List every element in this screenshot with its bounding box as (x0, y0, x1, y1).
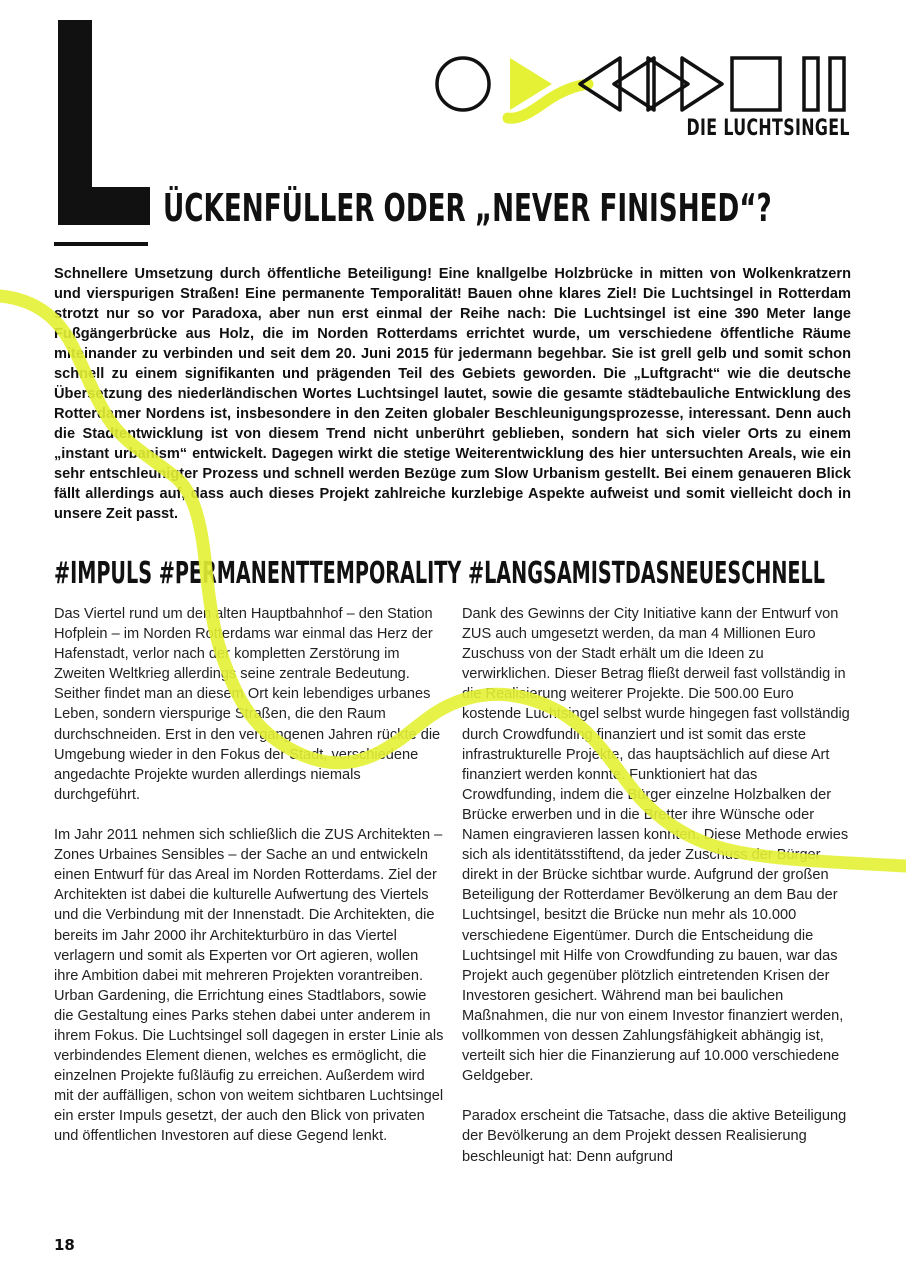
body-paragraph: Das Viertel rund um den alten Hauptbahnhof – den Station Hofplein – im Norden Rotterdams war einmal das Herz der Hafenstadt, verlor nach der kompletten Zerstörung im Zweiten Weltkrieg allerdings seine zentrale Bedeutung. Seither findet man an diesem Ort kein lebendiges urbanes Leben, sondern vierspurige Straßen, die den Raum durchschneiden. Erst in den vergangenen Jahren rückte die Umgebung wieder in den Fokus der Stadt, verschiedene angedachte Projekte wurden allerdings niemals durchgeführt. (54, 606, 441, 803)
fast-forward-icon (648, 58, 722, 110)
icon-highlight (508, 84, 588, 118)
body-column-right (462, 604, 854, 1187)
pause-icon (804, 58, 844, 110)
body-paragraph: Paradox erscheint die Tatsache, dass die aktive Beteiligung der Bevölkerung an dem Projekt dessen Realisierung beschleunigt hat: Denn aufgrund (462, 1108, 847, 1165)
body-paragraph: Im Jahr 2011 nehmen sich schließlich die ZUS Architekten – Zones Urbaines Sensibles – der Sache an und entwickeln einen Entwurf für das Areal im Norden Rotterdams. Ziel der Architekten ist dabei die kulturelle Aufwertung des Viertels und die Verbindung mit der Innenstadt. Die Architekten, die bereits im Jahr 2000 ihr Architekturbüro in das Viertel verlagern und somit als Experten vor Ort agieren, wollen ihre Ambition dabei mit mehreren Projekten vorantreiben. Urban Gardening, die Errichtung eines Stadtlabors, sowie die Gestaltung eines Parks stehen dabei unter anderem in ihrem Fokus. Die Luchtsingel soll dagegen in erster Linie als verbindendes Element dienen, welches es ermöglicht, die einzelnen Projekte fußläufig zu erreichen. Außerdem wird mit der auffälligen, schon von weitem sichtbaren Luchtsingel ein erster Impuls gesetzt, der auch den Blick von privaten und öffentlichen Investoren auf diese Gegend lenkt. (54, 827, 444, 1145)
body-paragraph: Dank des Gewinns der City Initiative kann der Entwurf von ZUS auch umgesetzt werden, da man 4 Millionen Euro Zuschuss von der Stadt erhält um die Ideen zu verwirklichen. Dieser Betrag fließt derweil fast vollständig in die Realisierung weiterer Projekte. Die 500.00 Euro kostende Luchtsingel selbst wurde hingegen fast vollständig durch Crowdfunding finanziert und ist somit das erste infrastrukturelle Projekte, das hauptsächlich auf diese Art finanziert werden konnte. Funktioniert hat das Crowdfunding, indem die Bürger einzelne Holzbalken der Brücke erwerben und in die Bretter ihre Wünsche oder Namen eingravieren lassen konnten. Diese Methode erwies sich als identitätsstiftend, da jeder Zuschuss der Bürger direkt in der Brücke sichtbar wurde. Aufgrund der großen Beteiligung der Rotterdamer Bevölkerung an dem Bau der Luchtsingel, besitzt die Brücke nun mehr als 10.000 verschiedene Eigentümer. Durch die Entscheidung die Luchtsingel mit Hilfe von Crowdfunding zu bauen, war das Projekt auch gegenüber plötzlich eintretenden Krisen der Investoren gesichert. Während man bei baulichen Maßnahmen, die nur von einem Investor finanziert werden, vollkommen von dessen Zahlungsfähigkeit abhängig ist, verteilt sich hier die Finanzierung auf 10.000 verschiedene Geldgeber. (462, 606, 850, 1085)
record-icon (437, 58, 489, 110)
play-icon (510, 58, 552, 110)
lead-paragraph: Schnellere Umsetzung durch öffentliche Beteiligung! Eine knallgelbe Holzbrücke in mitten von Wolkenkratzern und vierspurigen Straßen! Eine permanente Temporalität! Bauen ohne klares Ziel! Die Luchtsingel in Rotterdam strotzt nur so vor Paradoxa, aber nun erst einmal der Reihe nach: Die Luchtsingel ist eine 390 Meter lange Fußgängerbrücke aus Holz, die im Norden Rotterdams errichtet wurde, um verschiedene öffentliche Räume miteinander zu verbinden und seit dem 20. Juni 2015 für jedermann begehbar. Sie ist grell gelb und somit schon schnell zu einem signifikanten und prägenden Teil des Gebiets geworden. Die „Luftgracht“ wie die deutsche Übersetzung des niederländischen Wortes Luchtsingel lautet, sowie die gesamte städtebauliche Entwicklung des Rotterdamer Nordens ist, insbesondere in den Zeiten globaler Beschleunigungsprozesse, interessant. Denn auch die Stadtentwicklung ist von diesem Trend nicht unberührt geblieben, sondern hat sich vieler Orts zu einem „instant urbanism“ entwickelt. Dagegen wirkt die stetige Weiterentwicklung des hier untersuchten Areals, wie ein sehr entschleunigter Prozess und schnell werden Bezüge zum Slow Urbanism gestellt. Bei einem genaueren Blick fällt allerdings auf, dass auch dieses Projekt zahlreiche kurzlebige Aspekte aufweist und somit vielleicht doch in unsere Zeit passt. (54, 266, 851, 522)
drop-cap-foot (58, 187, 150, 225)
body-column-left (54, 604, 446, 1167)
headline-rule (54, 242, 148, 246)
rewind-icon (580, 58, 654, 110)
headline: ÜCKENFÜLLER ODER „NEVER FINISHED“? (163, 186, 772, 230)
hashtag-heading: #IMPULS #PERMANENTTEMPORALITY #LANGSAMISTDASNEUESCHNELL (54, 556, 826, 591)
stop-icon (732, 58, 780, 110)
page-number: 18 (54, 1236, 75, 1254)
section-title: DIE LUCHTSINGEL (686, 116, 850, 141)
